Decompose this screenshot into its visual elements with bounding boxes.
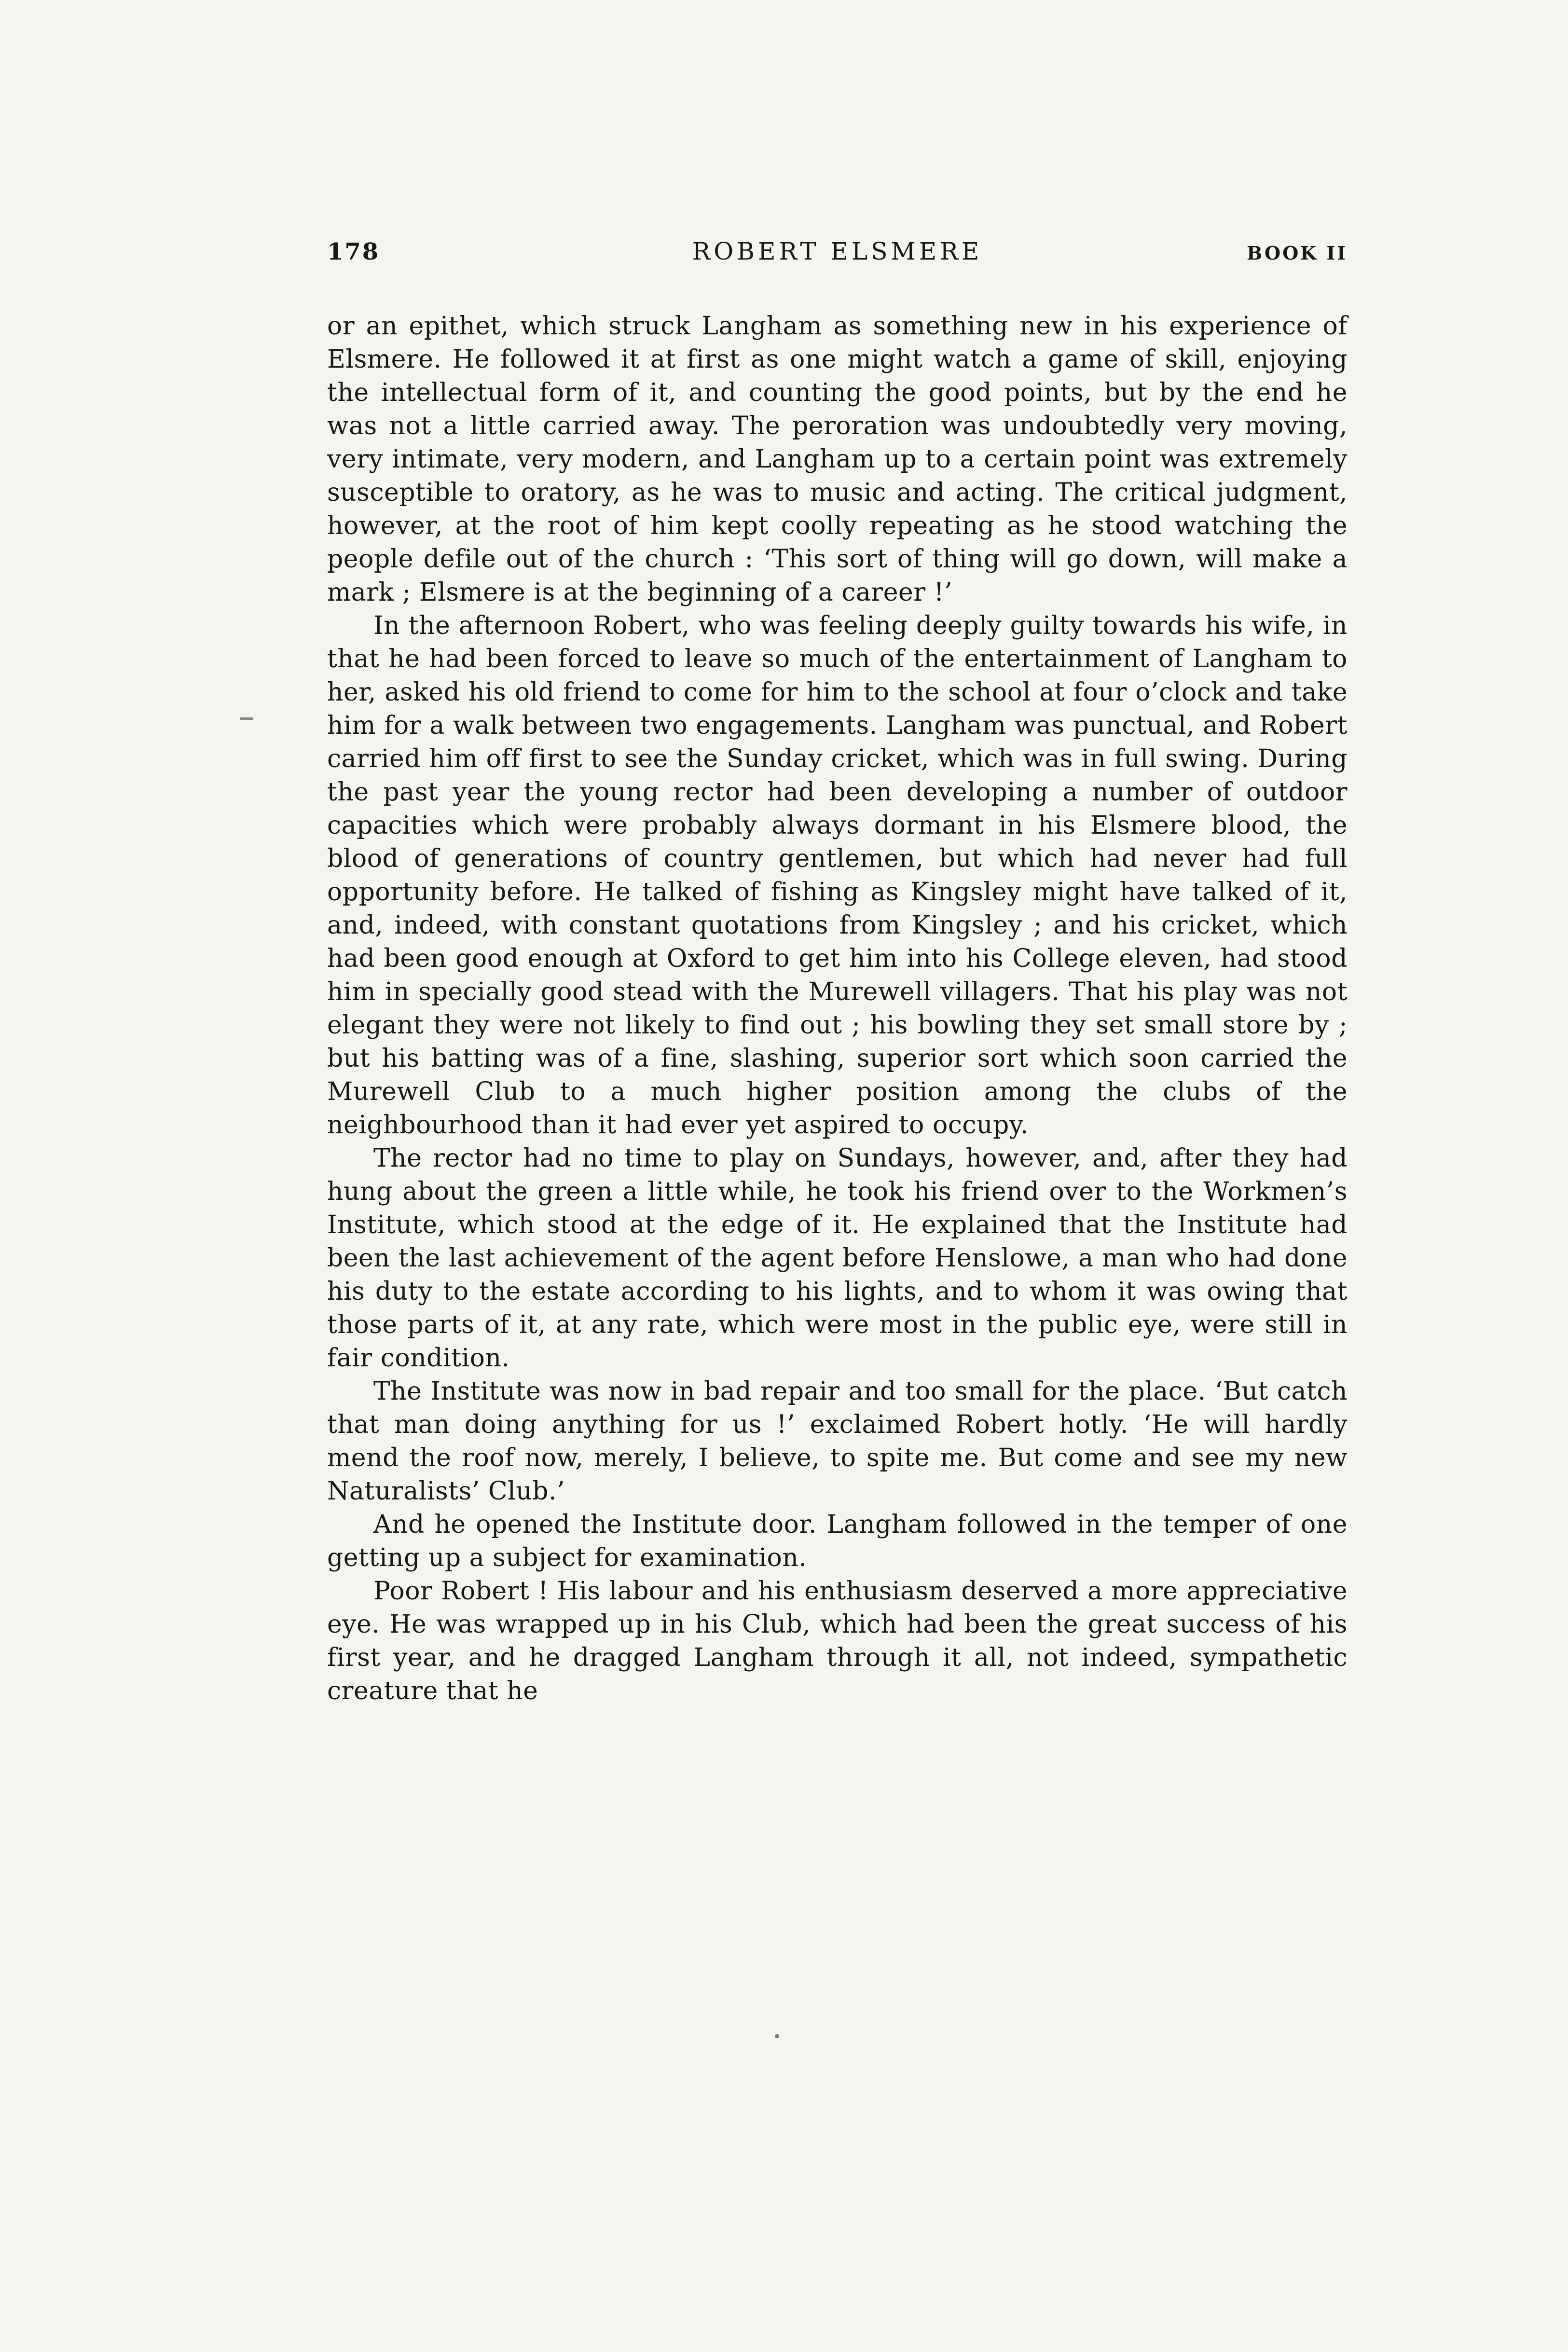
paragraph: Poor Robert ! His labour and his enthusiasm deserved a more appreciative eye. He was wrapped up in his Club, which had been the great success of his first year, and he dragged Langham through it all, not indeed, sympathetic creature that he [327, 1577, 1348, 1706]
running-header [327, 237, 1348, 265]
paragraph: In the afternoon Robert, who was feeling deeply guilty towards his wife, in that he had been forced to leave so much of the entertainment of Langham to her, asked his old friend to come for him to the school at four o’clock and take him for a walk between two engagements. Langham was punctual, and Robert carried him off first to see the Sunday cricket, which was in full swing. During the past year the young rector had been developing a number of outdoor capacities which were probably always dormant in his Elsmere blood, the blood of generations of country gentlemen, but which had never had full opportunity before. He talked of fishing as Kingsley might have talked of it, and, indeed, with constant quotations from Kingsley ; and his cricket, which had been good enough at Oxford to get him into his College eleven, had stood him in specially good stead with the Murewell villagers. That his play was not elegant they were not likely to find out ; his bowling they set small store by ; but his batting was of a fine, slashing, superior sort which soon carried the Murewell Club to a much higher position among the clubs of the neighbourhood than it had ever yet aspired to occupy. [327, 611, 1348, 1140]
paragraph: The Institute was now in bad repair and too small for the place. ‘But catch that man doing anything for us !’ exclaimed Robert hotly. ‘He will hardly mend the roof now, merely, I believe, to spite me. But come and see my new Naturalists’ Club.’ [327, 1377, 1348, 1506]
running-title: ROBERT ELSMERE [692, 237, 983, 265]
paragraph: or an epithet, which struck Langham as something new in his experience of Elsmere. He followed it at first as one might watch a game of skill, enjoying the intellectual form of it, and counting the good points, but by the end he was not a little carried away. The peroration was undoubtedly very moving, very intimate, very modern, and Langham up to a certain point was extremely susceptible to oratory, as he was to music and acting. The critical judgment, however, at the root of him kept coolly repeating as he stood watching the people defile out of the church : ‘This sort of thing will go down, will make a mark ; Elsmere is at the beginning of a career !’ [327, 312, 1348, 607]
paragraph: The rector had no time to play on Sundays, however, and, after they had hung about the green a little while, he took his friend over to the Workmen’s Institute, which stood at the edge of it. He explained that the Institute had been the last achievement of the agent before Henslowe, a man who had done his duty to the estate according to his lights, and to whom it was owing that those parts of it, at any rate, which were most in the public eye, were still in fair condition. [327, 1144, 1348, 1373]
scan-artifact-dash [240, 717, 253, 720]
book-section-label: BOOK II [1247, 242, 1348, 264]
page-number: 178 [327, 238, 380, 265]
paragraph: And he opened the Institute door. Langham followed in the temper of one getting up a subject for examination. [327, 1510, 1348, 1572]
body-text [327, 310, 1348, 1708]
page-content [327, 237, 1348, 1708]
scan-artifact-dot [775, 2034, 779, 2038]
